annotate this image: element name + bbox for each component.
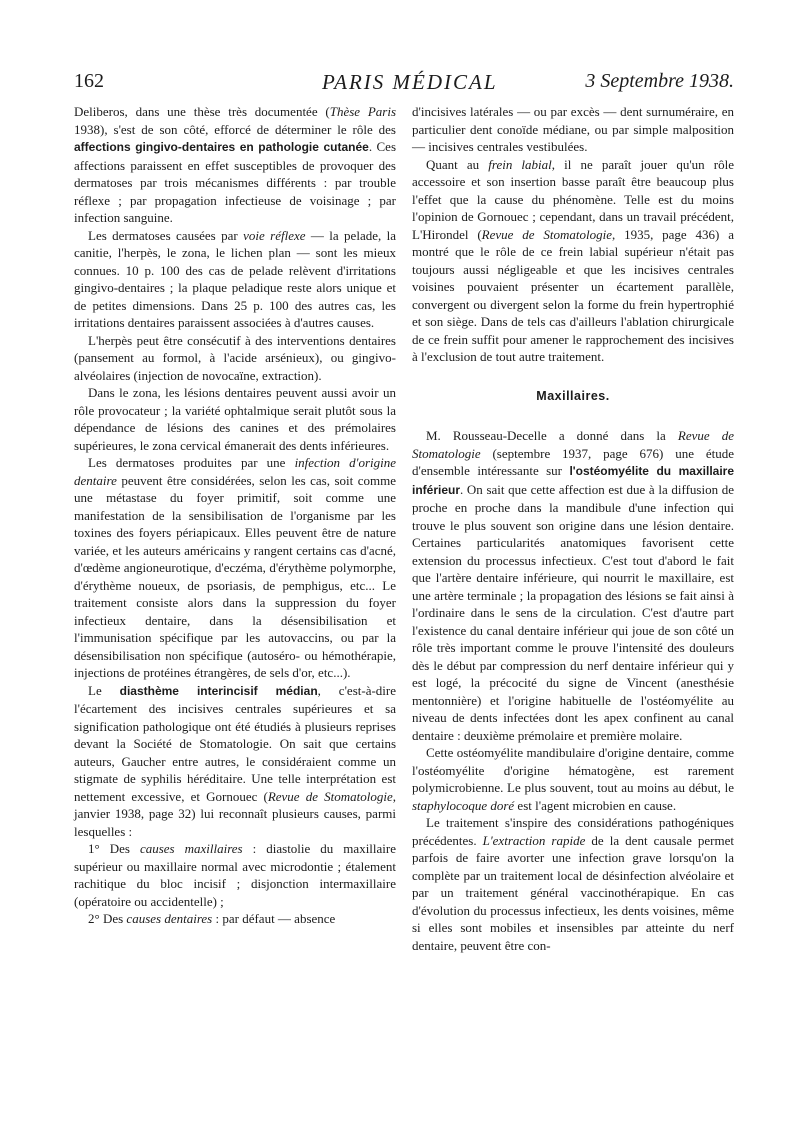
left-column	[74, 103, 396, 928]
journal-title: PARIS MÉDICAL	[322, 70, 498, 94]
paragraph-zona: Dans le zona, les lésions dentaires peuvent aussi avoir un rôle provocateur ; la variété ophtalmique serait plutôt sous la dépendance de lésions des canines et des prémolaires supérieures, le zona cervical émanerait des dents inférieures.	[74, 385, 396, 453]
paragraph-deliberos: Deliberos, dans une thèse très documentée (Thèse Paris 1938), s'est de son côté, efforcé de déterminer le rôle des affections gingivo-dentaires en pathologie cutanée. Ces affections paraissent en effet susceptibles de provoquer des dermatoses par trois mécanismes différents : par trouble réflexe ; par propagation infectieuse de voisinage ; par infection sanguine.	[74, 104, 397, 225]
right-column	[412, 103, 734, 954]
section-title-maxillaires: Maxillaires.	[536, 388, 610, 403]
paragraph-causes-maxillaires: 1° Des causes maxillaires : diastolie du maxillaire supérieur ou maxillaire normal avec microdontie ; étalement rachitique du bloc incisif ; disjonction intermaxillaire (opératoire ou accidentelle) ;	[74, 841, 397, 909]
paragraph-herpes: L'herpès peut être consécutif à des interventions dentaires (pansement au formol, à l'acide arsénieux), ou gingivo-alvéolaires (injection de novocaïne, extraction).	[74, 332, 396, 383]
paragraph-infection-dentaire: Les dermatoses produites par une infection d'origine dentaire peuvent être considérées, selon les cas, soit comme une métastase du foyer primitif, soit comme une manifestation de la sensibilisation de l'organisme par les toxines des foyers périapicaux. Elles peuvent être de nature variée, et les auteurs américains y rangent certains cas d'acné, d'œdème angioneurotique, d'eczéma, d'érythème polymorphe, d'érythème noueux, de psoriasis, de pemphigus, etc... Le traitement consiste alors dans la suppression du foyer infectieux dentaire, dans la désensibilisation et l'immunisation spécifique par les autovaccins, ou par la désensibilisation non spécifique (autoséro- ou hémothérapie, injections de protéines étrangères, de sels d'or, etc...).	[74, 455, 396, 680]
page-header	[74, 70, 734, 96]
paragraph-reflex-dermatoses: Les dermatoses causées par voie réflexe — la pelade, la canitie, l'herpès, le zona, le lichen plan — sont les mieux connues. 10 p. 100 des cas de pelade relèvent d'irritations gingivo-dentaires ; la plaque peladique reste alors unique et de petites dimensions. Dans 25 p. 100 des autres cas, les irritations dentaires paraissent associées à d'autres causes.	[74, 227, 396, 330]
paragraph-causes-dentaires: 2° Des causes dentaires : par défaut — absence	[88, 911, 336, 926]
paragraph-traitement: Le traitement s'inspire des considérations pathogéniques précédentes. L'extraction rapide de la dent causale permet parfois de faire avorter une infection grave lorsqu'on la complète par un traitement local de désinfection alvéolaire et par un traitement général vaccinothérapique. En cas d'évolution du processus infectieux, les dents voisines, même si elles sont mobiles et insensibles par atteinte du nerf dentaire, peuvent être con-	[412, 815, 734, 953]
paragraph-frein-labial: Quant au frein labial, il ne paraît jouer qu'un rôle accessoire et son insertion basse paraît être beaucoup plus l'effet que la cause du phénomène. Telle est du moins l'opinion de Gornouec ; cependant, dans un travail précédent, L'Hirondel (Revue de Stomatologie, 1935, page 436) a montré que le rôle de ce frein labial supérieur n'était pas toujours aussi négligeable et que les incisives centrales voisines pouvaient présenter un écartement parallèle, convergent ou divergent selon la forme du frein hypertrophié et son siège. Dans de tels cas d'ailleurs l'ablation chirurgicale de ce frein suffit pour amener le rapprochement des incisives à l'exclusion de tout autre traitement.	[412, 156, 734, 364]
page-number: 162	[74, 70, 104, 92]
paragraph-osteomyelite: M. Rousseau-Decelle a donné dans la Revue de Stomatologie (septembre 1937, page 676) une étude d'ensemble intéressante sur l'ostéomyélite du maxillaire inférieur. On sait que cette affection est due à la diffusion de proche en proche dans la mandibule d'une infection qui trouve le plus souvent son origine dans une lésion dentaire. Certaines particularités anatomiques favorisent cette extension du processus infectieux. C'est tout d'abord le fait que l'artère dentaire inférieure, qui nourrit le maxillaire, est une artère terminale ; la propagation des lésions se fait ainsi à l'ordinaire dans le sens de la circulation. C'est d'autre part l'existence du canal dentaire inférieur qui joue de son côté un rôle très important comme le prouve l'intensité des douleurs dès le début par compression du nerf dentaire inférieur qui y est logé, la précocité du signe de Vincent (anesthésie mentonnière) et l'origine habituelle de l'ostéomyélite au niveau de dents infectées dont les apex confinent au canal dentaire : deuxième prémolaire et première molaire.	[412, 428, 735, 743]
paragraph-incisives-laterales: d'incisives latérales — ou par excès — dent surnuméraire, en particulier dent conoïde médiane, ou par simple malposition — incisives centrales vestibulées.	[412, 104, 734, 154]
issue-date: 3 Septembre 1938.	[585, 70, 734, 92]
paragraph-staphylocoque: Cette ostéomyélite mandibulaire d'origine dentaire, comme l'ostéomyélite d'origine hématogène, est rarement polymicrobienne. Le plus souvent, tout au moins au début, le staphylocoque doré est l'agent microbien en cause.	[412, 745, 734, 813]
paragraph-diastheme: Le diasthème interincisif médian, c'est-à-dire l'écartement des incisives centrales supérieures et sa signification pathologique ont été étudiés à plusieurs reprises devant la Société de Stomatologie. On sait que certains auteurs, Gaucher entre autres, le considéraient comme un stigmate de syphilis héréditaire. Une telle interprétation est nettement excessive, et Gornouec (Revue de Stomatologie, janvier 1938, page 32) lui reconnaît plusieurs causes, parmi lesquelles :	[74, 682, 397, 839]
